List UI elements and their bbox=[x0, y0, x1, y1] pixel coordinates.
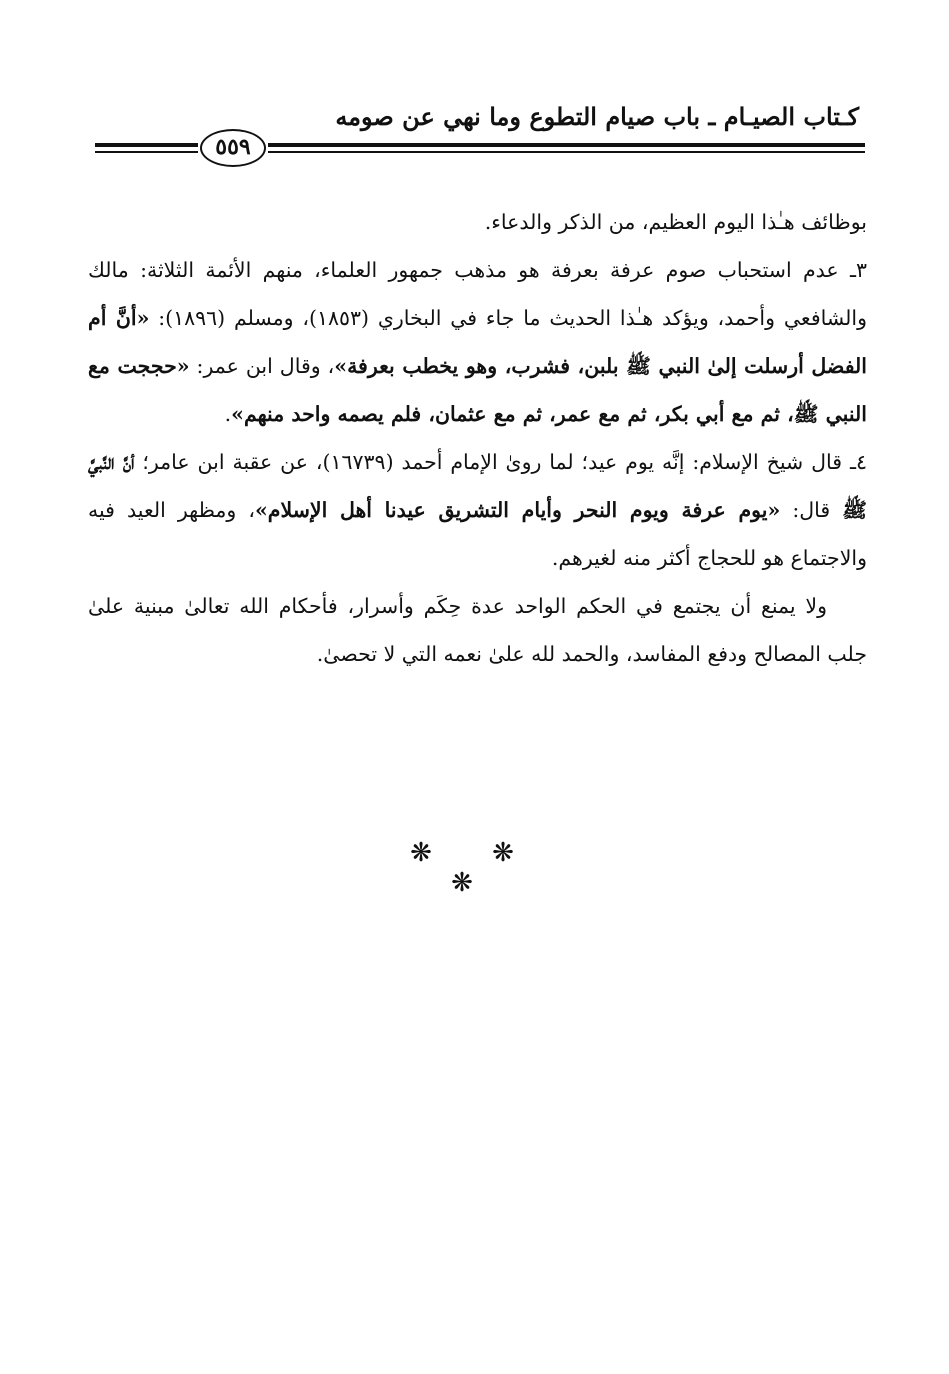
paragraph-intro: بوظائف هـٰذا اليوم العظيم، من الذكر والدعاء. bbox=[484, 210, 867, 234]
header-rule-right-thick bbox=[268, 143, 865, 147]
item3-quote-2: «حججت مع النبي ﷺ، ثم مع أبي بكر، ثم مع عمر، ثم مع عثمان، فلم يصمه واحد منهم» bbox=[88, 354, 867, 426]
item3-quote-1: «أنَّ أم الفضل أرسلت إلىٰ النبي ﷺ بلبن، فشرب، وهو يخطب بعرفة» bbox=[88, 306, 868, 378]
paragraph-closing: ولا يمنع أن يجتمع في الحكم الواحد عدة حِكَم وأسرار، فأحكام الله تعالىٰ مبنية علىٰ جلب المصالح ودفع المفاسد، والحمد لله علىٰ نعمه التي لا تحصىٰ. bbox=[88, 594, 867, 666]
header-rule-left-thick bbox=[95, 143, 198, 147]
header-rule-left-thin bbox=[95, 151, 198, 153]
section-separator-stars: ❋ ❋ ❋ bbox=[410, 838, 540, 898]
item4-quote-2: «يوم عرفة ويوم النحر وأيام التشريق عيدنا أهل الإسلام» bbox=[254, 498, 781, 522]
item4-text-1: ٤ـ قال شيخ الإسلام: إنَّه يوم عيد؛ لما روىٰ الإمام أحمد (١٦٧٣٩)، عن عقبة ابن عامر؛ bbox=[134, 450, 867, 474]
paragraph-item-3 bbox=[88, 246, 867, 438]
running-header-title: كـتاب الصيـام ـ باب صيام التطوع وما نهي عن صومه bbox=[335, 102, 859, 131]
item4-text-3: ، ومظهر العيد فيه والاجتماع هو للحجاج أكثر منه لغيرهم. bbox=[88, 498, 867, 570]
item4-text-2: قال: bbox=[780, 498, 843, 522]
header-rule-right-thin bbox=[268, 151, 865, 153]
item3-text-1: ٣ـ عدم استحباب صوم عرفة بعرفة هو مذهب جمهور العلماء، منهم الأئمة الثلاثة: مالك والشافعي وأحمد، ويؤكد هـٰذا الحديث ما جاء في البخاري (١٨٥٣)، ومسلم (١٨٩٦): bbox=[88, 258, 867, 330]
item3-text-3: . bbox=[224, 402, 232, 426]
item4-quote-1: أنَّ النَّبيَّ ﷺ bbox=[88, 450, 867, 522]
paragraph-item-4 bbox=[88, 438, 867, 582]
page-number: ٥٥٩ bbox=[200, 129, 266, 167]
body-text bbox=[88, 198, 867, 678]
item3-text-2: ، وقال ابن عمر: bbox=[189, 354, 335, 378]
